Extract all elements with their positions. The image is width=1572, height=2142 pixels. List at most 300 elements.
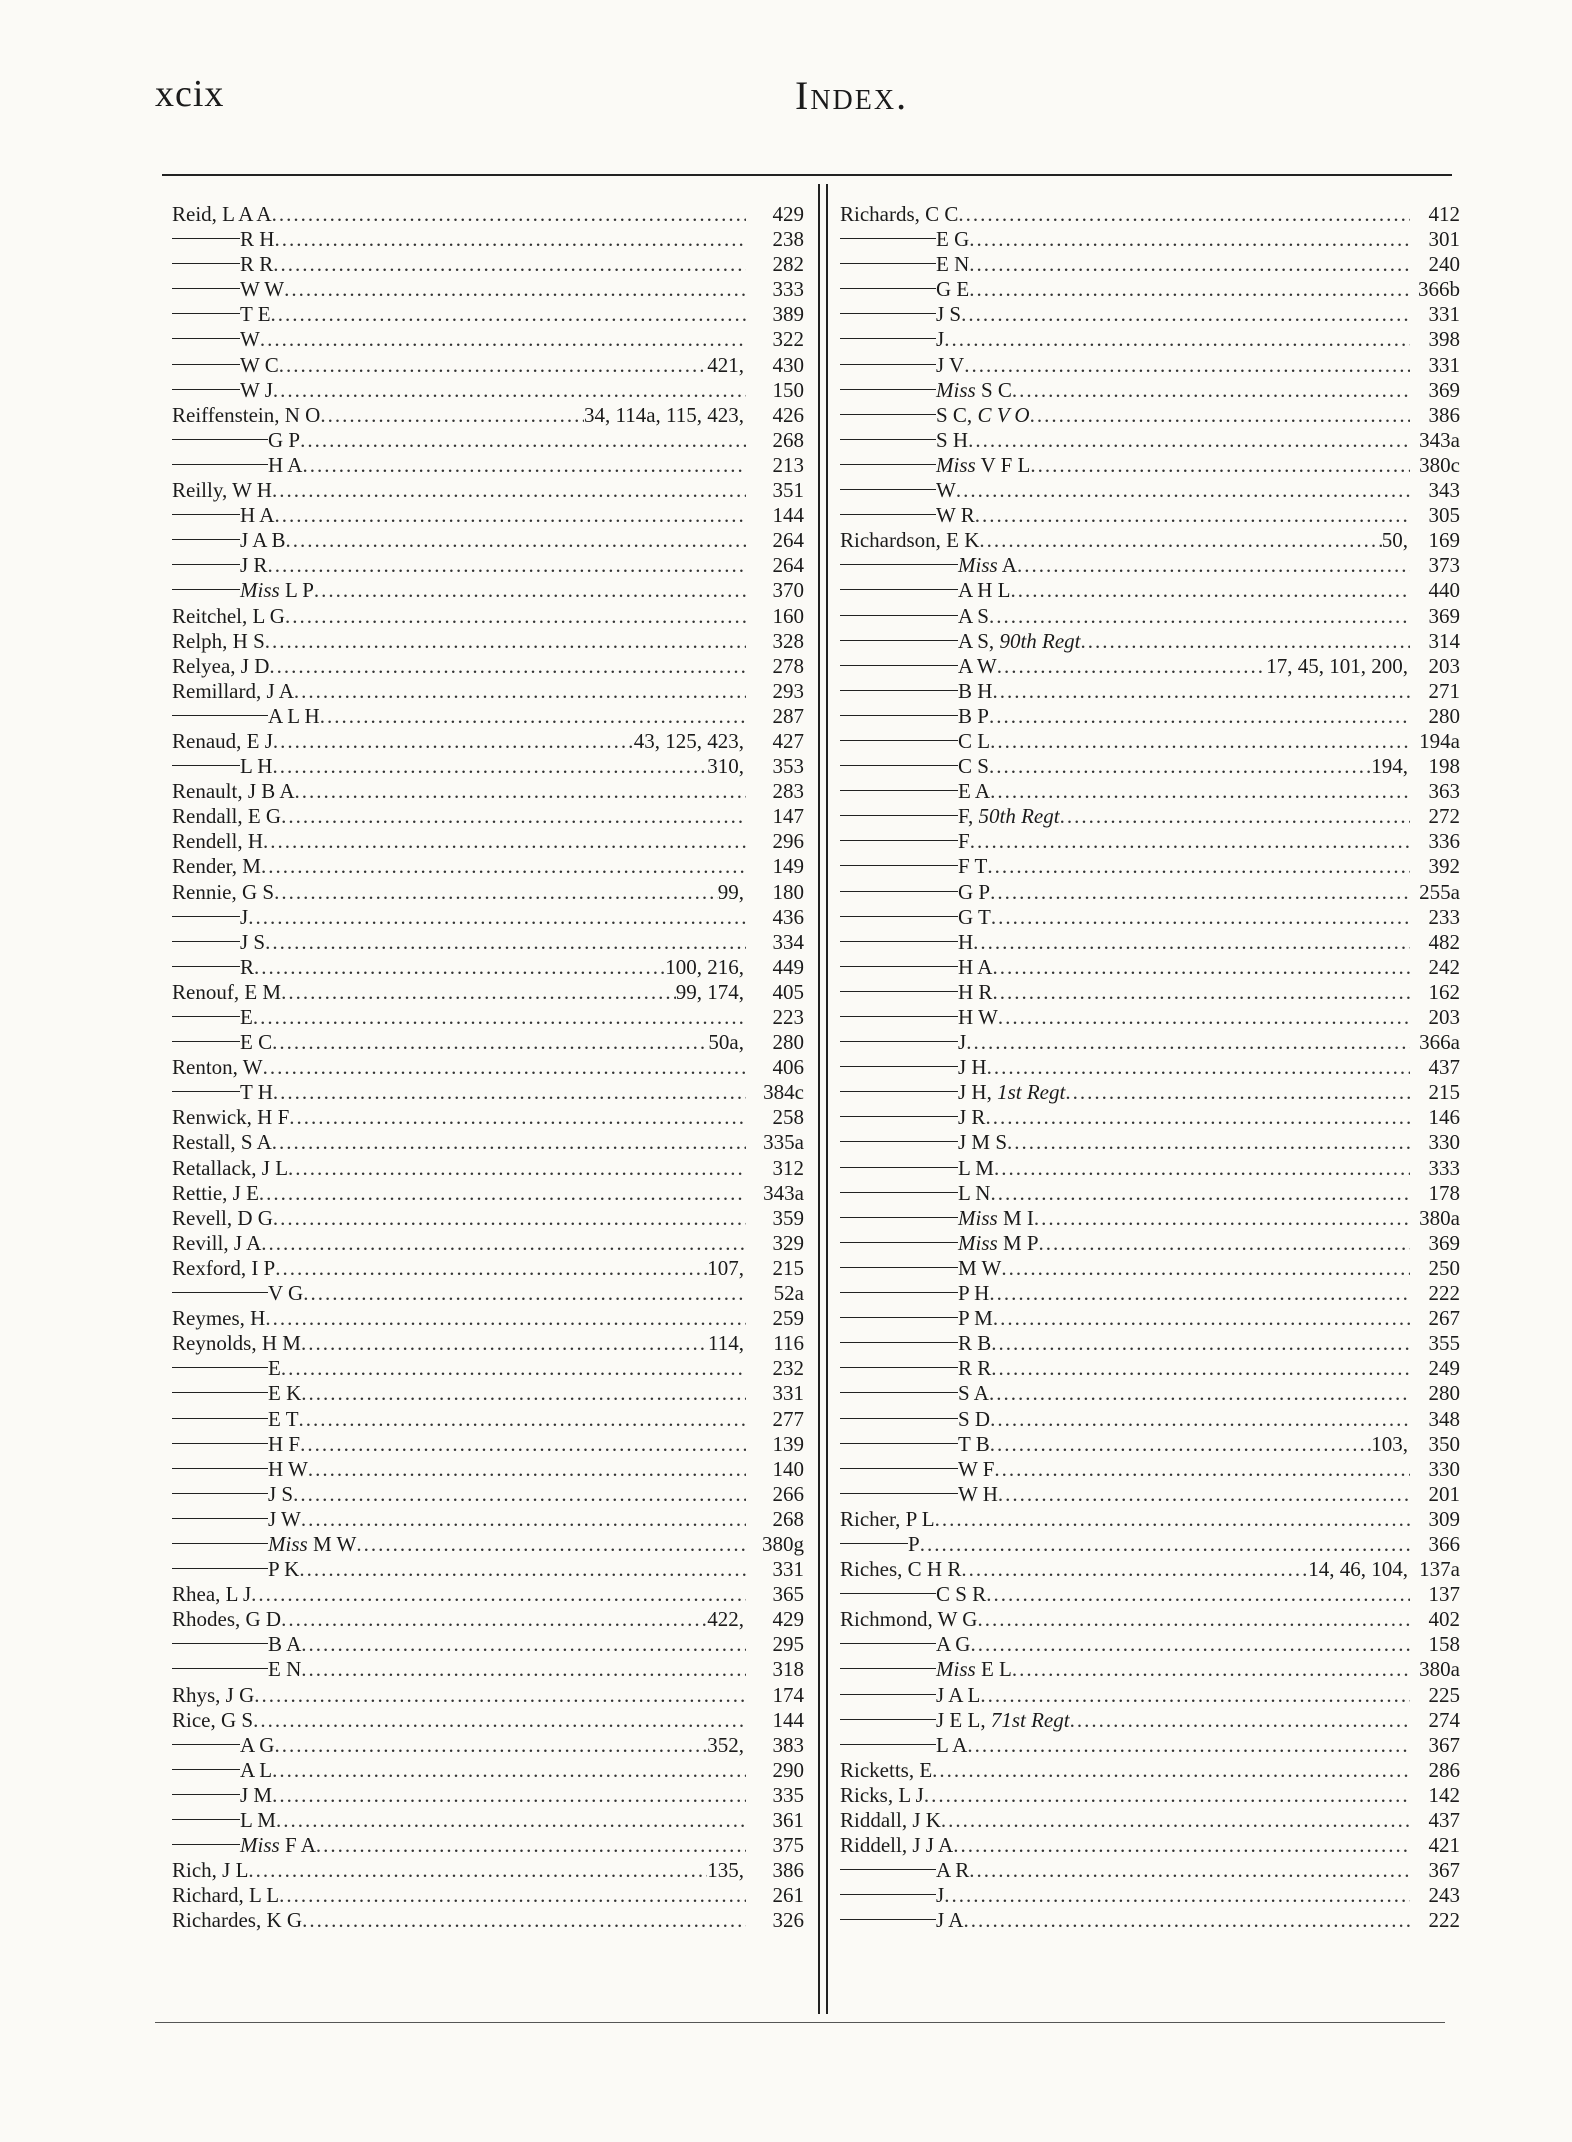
page-reference: 380a (1419, 1205, 1460, 1230)
index-entry (172, 1883, 804, 1908)
dot-leader (989, 754, 1371, 779)
ditto-dash (840, 1493, 958, 1494)
index-entry (840, 1657, 1460, 1682)
index-entry (172, 1507, 804, 1532)
dot-leader (979, 528, 1381, 553)
entry-name (172, 1683, 254, 1708)
page-reference: 350 (1428, 1431, 1460, 1456)
header-rule (162, 174, 1452, 176)
ditto-dash (172, 1016, 240, 1017)
entry-name-text: E A (958, 779, 991, 804)
dot-leader (969, 252, 1410, 277)
ditto-dash (172, 1091, 240, 1092)
index-entry (172, 1632, 804, 1657)
dot-leader (985, 1105, 1410, 1130)
entry-name-text: Reid, L A A (172, 202, 272, 226)
ditto-dash (840, 364, 936, 365)
dot-leader (356, 1532, 746, 1557)
page-reference: 146 (1428, 1105, 1460, 1130)
page-reference: 194a (1419, 728, 1460, 753)
page-reference: 386 (1428, 402, 1460, 427)
index-entry (172, 1733, 804, 1758)
index-entry (172, 1005, 804, 1030)
entry-name-text: E L (980, 1657, 1012, 1682)
ditto-dash (172, 364, 240, 365)
dot-leader (261, 1231, 746, 1256)
dot-leader (989, 704, 1410, 729)
ditto-dash (172, 1844, 240, 1845)
page-reference: 367 (1428, 1858, 1460, 1883)
ditto-dash (840, 1443, 958, 1444)
index-entry (172, 1657, 804, 1682)
ditto-dash (172, 514, 240, 515)
index-entry (840, 1883, 1460, 1908)
entry-name (958, 804, 1060, 829)
index-entry (840, 1356, 1460, 1381)
ditto-dash (840, 840, 958, 841)
index-entry (840, 1105, 1460, 1130)
entry-name-text: Richardes, K G (172, 1908, 303, 1933)
page-reference: 380a (1419, 1657, 1460, 1682)
entry-name (958, 1105, 985, 1130)
page-reference: 322 (772, 327, 804, 352)
page-reference: 139 (772, 1431, 804, 1456)
ditto-dash (172, 1418, 268, 1419)
page-reference: 329 (772, 1230, 804, 1255)
entry-name (958, 905, 991, 930)
page-reference: 264 (772, 553, 804, 578)
ditto-dash (172, 564, 240, 565)
index-entry (840, 729, 1460, 754)
page-reference: 421 (1428, 1833, 1460, 1858)
entry-name (240, 378, 273, 403)
ditto-dash (840, 1543, 908, 1544)
page-reference: 430 (772, 352, 804, 377)
entry-name (958, 1407, 990, 1432)
dot-leader (248, 1858, 707, 1883)
dot-leader (1001, 1256, 1410, 1281)
dot-leader (970, 1632, 1410, 1657)
entry-name-text: J A (936, 1908, 964, 1933)
dot-leader (990, 1432, 1372, 1457)
entry-suffix: 1st Regt (997, 1080, 1066, 1105)
entry-name-text: B A (268, 1632, 302, 1657)
page-reference: 295 (772, 1632, 804, 1657)
entry-name-text: P M (958, 1306, 993, 1331)
page-reference: 312 (772, 1155, 804, 1180)
page-reference: 406 (772, 1055, 804, 1080)
entry-name (958, 1005, 998, 1030)
index-entry (840, 1130, 1460, 1155)
page-reference: 482 (1428, 929, 1460, 954)
entry-name-text: R R (240, 252, 274, 277)
entry-name (172, 1181, 259, 1206)
entry-name-text: R (240, 954, 255, 979)
entry-prefix: Miss (936, 452, 976, 477)
entry-prefix: Miss (958, 1230, 998, 1255)
entry-name-text: C L (958, 728, 991, 753)
dot-leader (1017, 553, 1410, 578)
page-reference: 333 (1428, 1155, 1460, 1180)
dot-leader (301, 1331, 708, 1356)
ditto-dash (840, 338, 936, 339)
entry-name-text: J S (268, 1481, 294, 1506)
dot-leader (989, 1281, 1410, 1306)
page-reference: 225 (1428, 1682, 1460, 1707)
entry-name-text: A R (936, 1858, 970, 1883)
page-reference: 398 (1428, 327, 1460, 352)
page-number: xcix (155, 73, 225, 115)
ditto-dash (172, 916, 240, 917)
page-reference: 355 (1428, 1331, 1460, 1356)
ditto-dash (840, 765, 958, 766)
entry-name (958, 930, 973, 955)
page-reference: 215 (772, 1255, 804, 1280)
entry-suffix: 71st Regt (990, 1707, 1070, 1732)
ditto-dash (172, 1443, 268, 1444)
entry-name-text: L H (240, 754, 273, 779)
index-entry (840, 1206, 1460, 1231)
ditto-dash (840, 1317, 958, 1318)
entry-name-text: Relyea, J D (172, 653, 270, 678)
ditto-dash (172, 1543, 268, 1544)
index-entry (840, 503, 1460, 528)
ditto-dash (172, 1819, 240, 1820)
index-entry (840, 1381, 1460, 1406)
page-reference: 290 (772, 1757, 804, 1782)
page-reference: 333 (772, 277, 804, 302)
entry-name-text: E N (268, 1657, 302, 1682)
page-reference: 223 (772, 1005, 804, 1029)
entry-name (936, 1582, 986, 1607)
entry-name (958, 704, 989, 729)
page-reference: 366a (1419, 1030, 1460, 1055)
index-entry (840, 1281, 1460, 1306)
page-reference: 215 (1428, 1080, 1460, 1105)
dot-leader (1034, 1206, 1410, 1231)
dot-leader (991, 905, 1410, 930)
page-reference: 429 (772, 1607, 804, 1632)
ditto-dash (172, 1643, 268, 1644)
entry-name (958, 1281, 989, 1306)
extra-page-refs: 17, 45, 101, 200, (1266, 653, 1408, 678)
entry-name-text: Rexford, I P (172, 1255, 276, 1280)
entry-name (936, 1883, 944, 1908)
entry-name (958, 1055, 987, 1080)
entry-name (958, 955, 992, 980)
entry-name-text: A W (958, 653, 997, 678)
entry-name (958, 1156, 994, 1181)
entry-name-text: E C (240, 1030, 273, 1055)
entry-name-text: E (240, 1005, 253, 1029)
entry-suffix: C V O (977, 402, 1030, 427)
page-reference: 366b (1418, 277, 1460, 302)
page-reference: 238 (772, 227, 804, 252)
ditto-dash (840, 690, 958, 691)
page-reference: 351 (772, 478, 804, 503)
entry-name (268, 1657, 301, 1682)
page-header (155, 72, 1382, 132)
page-reference: 334 (772, 929, 804, 954)
page-reference: 402 (1428, 1607, 1460, 1632)
ditto-dash (840, 715, 958, 716)
index-entry (172, 604, 804, 629)
entry-name-text: Relph, H S (172, 628, 265, 653)
entry-name-text: E N (936, 252, 970, 277)
entry-name (840, 1607, 977, 1632)
index-entry (840, 1683, 1460, 1708)
page-reference: 331 (772, 1381, 804, 1406)
index-entry (840, 980, 1460, 1005)
ditto-dash (172, 539, 240, 540)
entry-prefix: Miss (958, 553, 998, 578)
page-reference: 330 (1428, 1130, 1460, 1155)
entry-name-text: M I (1002, 1205, 1034, 1230)
entry-name-text: W (936, 478, 956, 503)
page-reference: 203 (1428, 653, 1460, 678)
entry-name (936, 503, 975, 528)
entry-name-text: L P (284, 578, 314, 603)
index-entry (840, 880, 1460, 905)
page-reference: 367 (1428, 1732, 1460, 1757)
page-reference: 174 (772, 1682, 804, 1707)
dot-leader (263, 829, 746, 854)
page-reference: 280 (1428, 1381, 1460, 1406)
entry-name-text: Richards, C C (840, 202, 959, 226)
entry-suffix: 90th Regt (999, 628, 1081, 653)
entry-name-text: A L (240, 1757, 273, 1782)
entry-name (240, 578, 314, 603)
page-reference: 243 (1428, 1883, 1460, 1908)
entry-name (172, 1156, 288, 1181)
index-entry (840, 629, 1460, 654)
page-reference: 222 (1428, 1908, 1460, 1933)
entry-name-text: Remillard, J A (172, 678, 294, 703)
ditto-dash (840, 891, 958, 892)
dot-leader (980, 1683, 1410, 1708)
entry-name-text: Retallack, J L (172, 1155, 289, 1180)
entry-name (840, 1808, 941, 1833)
entry-name (268, 704, 320, 729)
dot-leader (1039, 1231, 1410, 1256)
dot-leader (1060, 804, 1410, 829)
ditto-dash (172, 313, 240, 314)
index-entry (172, 1557, 804, 1582)
ditto-dash (840, 313, 936, 314)
entry-name (240, 930, 265, 955)
entry-name (936, 327, 944, 352)
entry-name (840, 1783, 924, 1808)
dot-leader (269, 654, 746, 679)
entry-name (172, 1858, 248, 1883)
page-reference: 429 (772, 202, 804, 226)
dot-leader (273, 729, 634, 754)
entry-name (958, 604, 989, 629)
ditto-dash (840, 916, 958, 917)
index-entry (172, 1256, 804, 1281)
page-reference: 335 (772, 1782, 804, 1807)
entry-name (936, 252, 969, 277)
entry-name-text: Ricks, L J (840, 1782, 924, 1807)
entry-name (958, 679, 992, 704)
entry-name (172, 1883, 279, 1908)
entry-suffix: 50th Regt (978, 804, 1060, 829)
dot-leader (941, 1808, 1410, 1833)
index-entry (172, 503, 804, 528)
entry-prefix: Miss (936, 1657, 976, 1682)
index-entry (840, 955, 1460, 980)
entry-name (240, 327, 260, 352)
entry-name-text: M W (958, 1255, 1002, 1280)
ditto-dash (840, 1919, 936, 1920)
extra-page-refs: 50, (1381, 528, 1408, 553)
page-reference: 437 (1428, 1055, 1460, 1080)
dot-leader (958, 202, 1410, 227)
index-entry (172, 1407, 804, 1432)
ditto-dash (840, 1342, 958, 1343)
page-reference: 380g (762, 1531, 804, 1556)
extra-page-refs: 34, 114a, 115, 423, (583, 402, 744, 427)
dot-leader (288, 1156, 746, 1181)
ditto-dash (172, 1392, 268, 1393)
entry-name-text: Ricketts, E (840, 1757, 933, 1782)
index-entry (840, 1030, 1460, 1055)
dot-leader (998, 1482, 1410, 1507)
entry-name-text: G T (958, 904, 991, 929)
entry-name-text: J M S (958, 1130, 1008, 1155)
entry-name-text: Reymes, H (172, 1306, 266, 1331)
extra-page-refs: 43, 125, 423, (633, 728, 744, 753)
page-reference: 328 (772, 628, 804, 653)
entry-name (840, 1507, 935, 1532)
index-entry (840, 1407, 1460, 1432)
dot-leader (253, 1708, 746, 1733)
dot-leader (1007, 1130, 1410, 1155)
page-reference: 160 (772, 603, 804, 628)
entry-name (840, 1758, 932, 1783)
entry-name-text: G P (268, 427, 301, 452)
index-entry (840, 1808, 1460, 1833)
index-entry (840, 1733, 1460, 1758)
entry-name-text: L N (958, 1180, 991, 1205)
entry-name-text: B H (958, 678, 993, 703)
dot-leader (302, 1908, 746, 1933)
page-reference: 259 (772, 1306, 804, 1331)
dot-leader (989, 604, 1410, 629)
dot-leader (990, 779, 1410, 804)
entry-name-text: Richer, P L (840, 1506, 935, 1531)
entry-name-text: J R (240, 553, 268, 578)
entry-name (936, 1733, 967, 1758)
index-entry (172, 905, 804, 930)
entry-name-text: Render, M (172, 854, 261, 879)
entry-name-text: E T (268, 1406, 299, 1431)
entry-name-text: Richmond, W G (840, 1607, 978, 1632)
entry-name-text: Renouf, E M (172, 979, 282, 1004)
ditto-dash (172, 1468, 268, 1469)
index-entry (172, 1858, 804, 1883)
entry-name (958, 1231, 1039, 1256)
dot-leader (992, 980, 1410, 1005)
entry-name (172, 1256, 275, 1281)
ditto-dash (840, 1668, 936, 1669)
page-reference: 233 (1428, 904, 1460, 929)
page-reference: 373 (1428, 553, 1460, 578)
dot-leader (254, 955, 665, 980)
entry-name-text: A G (240, 1732, 275, 1757)
dot-leader (963, 1908, 1410, 1933)
index-entry (840, 403, 1460, 428)
index-entry (840, 1557, 1460, 1582)
dot-leader (276, 1808, 746, 1833)
extra-page-refs: 352, (707, 1732, 744, 1757)
dot-leader (263, 1055, 746, 1080)
page-reference: 142 (1428, 1782, 1460, 1807)
entry-name-text: Reitchel, L G (172, 603, 285, 628)
extra-page-refs: 135, (707, 1858, 744, 1883)
index-entry (172, 553, 804, 578)
entry-name-text: H W (268, 1456, 308, 1481)
ditto-dash (840, 1894, 936, 1895)
page-reference: 426 (772, 402, 804, 427)
ditto-dash (172, 1744, 240, 1745)
index-entry (172, 1181, 804, 1206)
dot-leader (267, 553, 746, 578)
index-entry (840, 1156, 1460, 1181)
entry-name-text: H W (958, 1005, 998, 1029)
entry-name (172, 829, 263, 854)
entry-name-text: J V (936, 352, 965, 377)
dot-leader (284, 277, 746, 302)
dot-leader (969, 277, 1410, 302)
ditto-dash (840, 1116, 958, 1117)
entry-name (958, 779, 990, 804)
entry-prefix: Miss (240, 1833, 280, 1858)
entry-name-text: Reynolds, H M (172, 1331, 301, 1356)
entry-name (240, 1808, 276, 1833)
entry-name-text: J (936, 1883, 945, 1908)
entry-name-text: Rendall, E G (172, 804, 282, 829)
dot-leader (944, 1883, 1410, 1908)
entry-name-text: H F (268, 1431, 301, 1456)
entry-name (936, 453, 1030, 478)
page-reference: 348 (1428, 1406, 1460, 1431)
entry-name (172, 779, 295, 804)
entry-name (840, 1557, 961, 1582)
dot-leader (275, 1256, 707, 1281)
entry-name (958, 1181, 990, 1206)
dot-leader (991, 1356, 1410, 1381)
dot-leader (992, 679, 1410, 704)
ditto-dash (172, 1769, 240, 1770)
entry-name-text: J W (268, 1506, 301, 1531)
index-entry (840, 1507, 1460, 1532)
entry-name-text: P H (958, 1281, 990, 1306)
ditto-dash (840, 815, 958, 816)
ditto-dash (840, 1468, 958, 1469)
entry-name (172, 1130, 272, 1155)
entry-name-text: Revell, D G (172, 1205, 273, 1230)
extra-page-refs: 114, (708, 1331, 744, 1356)
page-reference: 169 (1428, 528, 1460, 553)
ditto-dash (840, 1217, 958, 1218)
entry-name-text: Renton, W (172, 1055, 263, 1080)
entry-name (268, 1381, 301, 1406)
dot-leader (273, 378, 746, 403)
entry-name-text: P K (268, 1557, 300, 1582)
ditto-dash (840, 790, 958, 791)
index-entry (172, 1105, 804, 1130)
